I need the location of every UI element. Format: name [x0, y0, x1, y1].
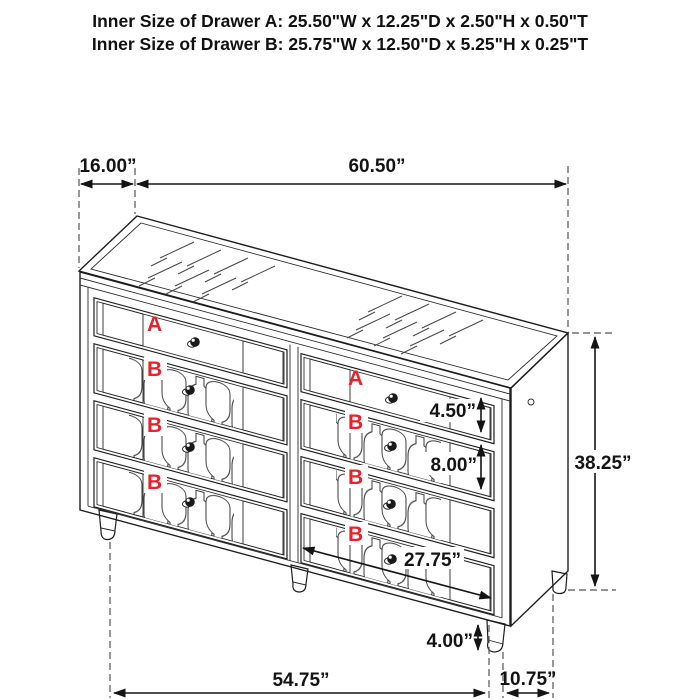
- drawer-label: A: [348, 367, 364, 390]
- top-dimension-group: [79, 156, 568, 330]
- dim-label-leg-height: 4.00”: [426, 631, 473, 652]
- side-peg-hole-icon: [528, 399, 534, 405]
- front-face: [80, 272, 510, 626]
- title-line-drawer-a: Inner Size of Drawer A: 25.50"W x 12.25"D x 2.50"H x 0.50"T: [92, 11, 588, 31]
- top-reflection-marks: [139, 242, 483, 354]
- drawer-label: B: [147, 414, 163, 437]
- dim-label-drawer-width: 27.75”: [404, 550, 462, 571]
- dim-label-drawer-a-height: 4.50”: [429, 401, 476, 422]
- dim-label-base-width: 54.75”: [272, 670, 330, 691]
- dim-label-top-width: 60.50”: [348, 156, 406, 177]
- title-line-drawer-b: Inner Size of Drawer B: 25.75"W x 12.50"D x 5.25"H x 0.25"T: [91, 34, 589, 54]
- front-left-leg: [99, 510, 117, 540]
- front-right-leg: [487, 620, 505, 652]
- dim-label-overall-height: 38.25”: [574, 453, 632, 474]
- drawer-label: B: [348, 466, 364, 489]
- drawer-label: B: [348, 411, 364, 434]
- dim-label-base-depth: 10.75”: [499, 669, 557, 690]
- drawer-label: B: [147, 358, 163, 381]
- dim-label-drawer-b-height: 8.00”: [430, 455, 477, 476]
- drawer-label: B: [348, 523, 364, 546]
- drawer-label: B: [147, 471, 163, 494]
- drawer-knob-icon: [386, 393, 398, 403]
- drawer-knob-icon: [188, 337, 200, 347]
- side-panel: [511, 333, 568, 626]
- height-dimension-group: [568, 333, 632, 590]
- legs: [99, 510, 567, 652]
- leg-dimension-group: [427, 625, 478, 652]
- drawer-label: A: [147, 313, 163, 336]
- dim-label-top-depth: 16.00”: [79, 156, 137, 177]
